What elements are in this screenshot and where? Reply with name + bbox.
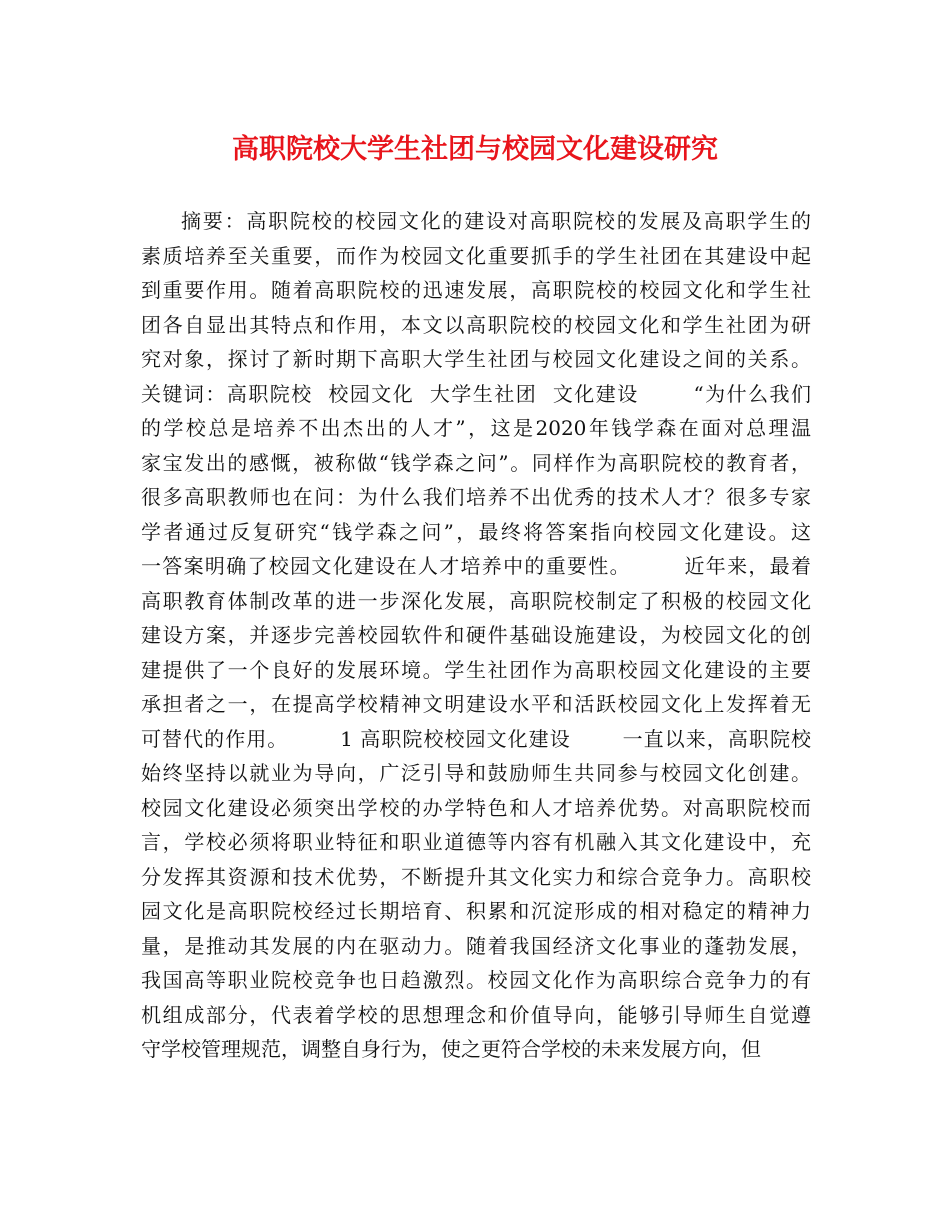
body-line: 究对象，探讨了新时期下高职大学生社团与校园文化建设之间的关系。 xyxy=(141,347,811,371)
body-line: 素质培养至关重要，而作为校园文化重要抓手的学生社团在其建设中起 xyxy=(141,243,811,268)
body-line: 始终坚持以就业为导向，广泛引导和鼓励师生共同参与校园文化创建。 xyxy=(141,761,811,785)
body-line: 高职教育体制改革的进一步深化发展，高职院校制定了积极的校园文化 xyxy=(141,588,811,613)
body-line: 很多高职教师也在问：为什么我们培养不出优秀的技术人才？很多专家 xyxy=(141,485,811,509)
body-line: 守学校管理规范，调整自身行为，使之更符合学校的未来发展方向，但 xyxy=(141,1037,761,1061)
body-line: 到重要作用。随着高职院校的迅速发展，高职院校的校园文化和学生社 xyxy=(141,278,811,302)
body-line: 可替代的作用。 1 高职院校校园文化建设 一直以来，高职院校 xyxy=(141,726,811,751)
body-line: 我国高等职业院校竞争也日趋激烈。校园文化作为高职综合竞争力的有 xyxy=(141,968,811,992)
body-line: 校园文化建设必须突出学校的办学特色和人才培养优势。对高职院校而 xyxy=(141,795,811,820)
body-line: 机组成部分，代表着学校的思想理念和价值导向，能够引导师生自觉遵 xyxy=(141,1002,811,1027)
body-line: 量，是推动其发展的内在驱动力。随着我国经济文化事业的蓬勃发展， xyxy=(141,933,811,958)
body-line: 分发挥其资源和技术优势，不断提升其文化实力和综合竞争力。高职校 xyxy=(141,864,811,889)
body-line: 的学校总是培养不出杰出的人才”，这是2020年钱学森在面对总理温 xyxy=(141,416,811,440)
body-line: 建设方案，并逐步完善校园软件和硬件基础设施建设，为校园文化的创 xyxy=(141,623,811,647)
body-line: 建提供了一个良好的发展环境。学生社团作为高职校园文化建设的主要 xyxy=(141,657,811,682)
body-line: 学者通过反复研究“钱学森之问”，最终将答案指向校园文化建设。这 xyxy=(141,519,811,544)
body-line: 关键词：高职院校 校园文化 大学生社团 文化建设 “为什么我们 xyxy=(141,381,811,406)
document-body xyxy=(141,204,811,1067)
body-line: 言，学校必须将职业特征和职业道德等内容有机融入其文化建设中，充 xyxy=(141,830,811,854)
body-line: 团各自显出其特点和作用，本文以高职院校的校园文化和学生社团为研 xyxy=(141,312,811,337)
body-line: 摘要：高职院校的校园文化的建设对高职院校的发展及高职学生的 xyxy=(181,209,811,233)
document-title: 高职院校大学生社团与校园文化建设研究 xyxy=(232,134,718,165)
body-line: 园文化是高职院校经过长期培育、积累和沉淀形成的相对稳定的精神力 xyxy=(141,899,811,923)
body-line: 承担者之一，在提高学校精神文明建设水平和活跃校园文化上发挥着无 xyxy=(141,692,811,716)
body-line: 家宝发出的感慨，被称做“钱学森之问”。同样作为高职院校的教育者， xyxy=(141,450,811,475)
body-line: 一答案明确了校园文化建设在人才培养中的重要性。 近年来，最着 xyxy=(141,554,811,578)
